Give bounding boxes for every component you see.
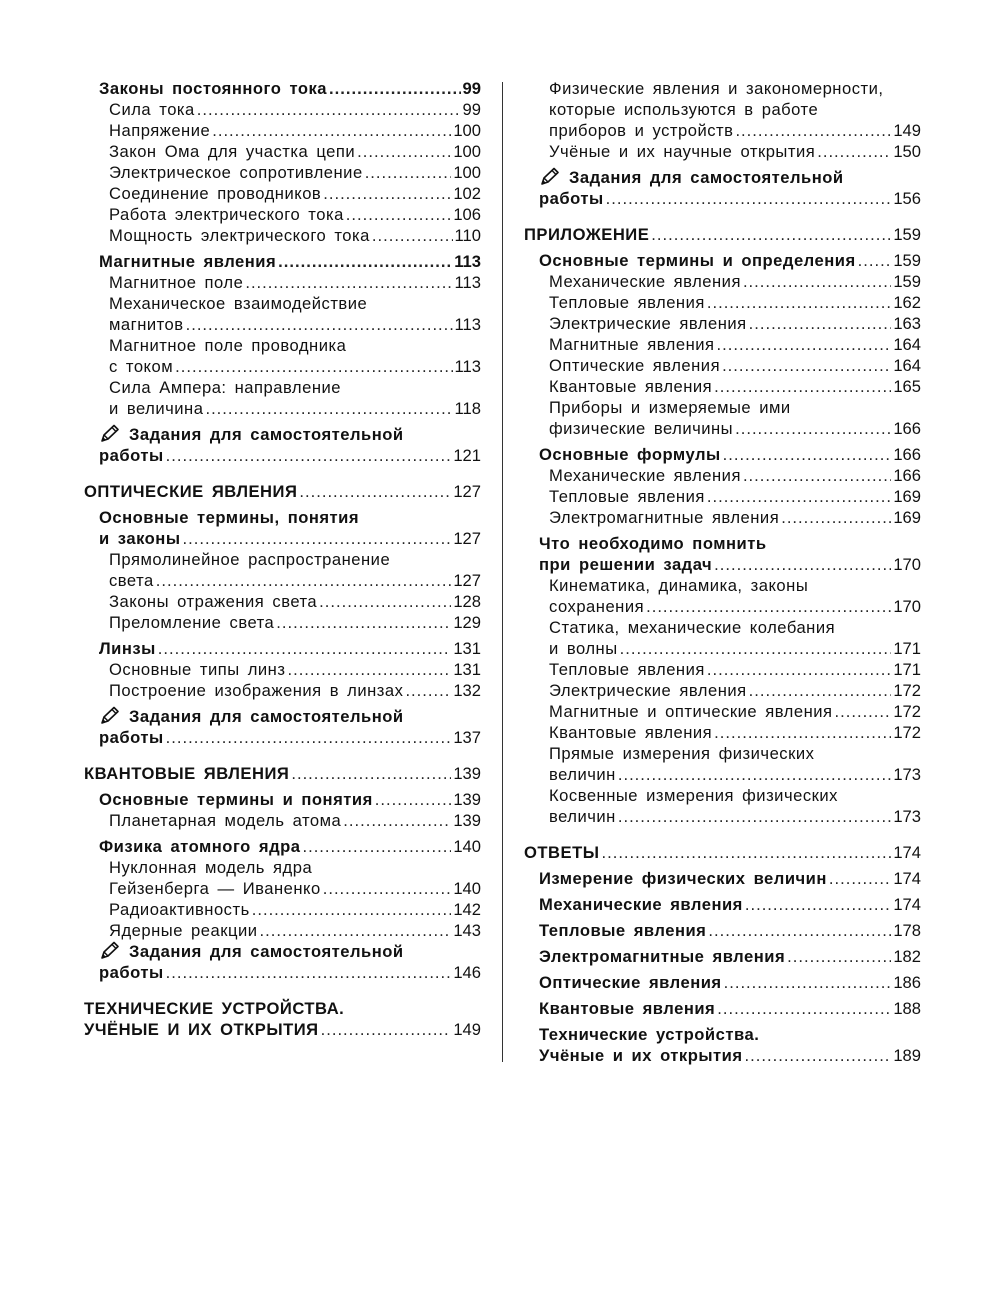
dot-leader	[749, 313, 892, 334]
toc-entry[interactable]: света ..... 127	[84, 570, 481, 591]
page-number: 113	[454, 273, 481, 292]
dot-leader	[651, 224, 891, 245]
page-number: 150	[893, 142, 921, 161]
toc-entry[interactable]: Планетарная модель атома ..... 139	[84, 810, 481, 831]
dot-leader	[618, 764, 891, 785]
toc-section[interactable]: ОТВЕТЫ ..... 174	[524, 842, 921, 863]
toc-entry[interactable]: Механические явления ..... 159	[524, 271, 921, 292]
toc-entry[interactable]: Законы отражения света ..... 128	[84, 591, 481, 612]
toc-entry[interactable]: работы ..... 146	[84, 962, 481, 983]
dot-leader	[166, 445, 452, 466]
page-number: 166	[893, 445, 921, 464]
toc-entry[interactable]: сохранения ..... 170	[524, 596, 921, 617]
page-number: 171	[893, 660, 921, 679]
dot-leader	[708, 920, 891, 941]
dot-leader	[166, 962, 452, 983]
toc-entry[interactable]: Магнитные явления ..... 164	[524, 334, 921, 355]
page-number: 127	[453, 571, 481, 590]
page-number: 102	[453, 184, 481, 203]
toc-entry-line: Основные термины, понятия	[99, 508, 360, 527]
dot-leader	[212, 120, 451, 141]
page-number: 140	[453, 837, 481, 856]
pencil-icon	[539, 167, 561, 187]
dot-leader	[346, 204, 452, 225]
dot-leader	[787, 946, 891, 967]
dot-leader	[745, 894, 891, 915]
page-number: 106	[453, 205, 481, 224]
dot-leader	[291, 763, 451, 784]
dot-leader	[835, 701, 892, 722]
dot-leader	[405, 680, 451, 701]
dot-leader	[278, 251, 452, 272]
toc-entry[interactable]: Магнитное поле ..... 113	[84, 272, 481, 293]
dot-leader	[276, 612, 451, 633]
dot-leader	[829, 868, 891, 889]
toc-entry[interactable]: Магнитные явления ..... 113	[84, 251, 481, 272]
page-number: 166	[893, 419, 921, 438]
toc-entry[interactable]: Преломление света ..... 129	[84, 612, 481, 633]
page-number: 127	[453, 529, 481, 548]
page-number: 174	[893, 895, 921, 914]
dot-leader	[606, 188, 892, 209]
page-number: 159	[893, 225, 921, 244]
toc-left-column	[84, 78, 481, 1040]
toc-entry-line: Задания для самостоятельной	[84, 941, 481, 962]
toc-entry-line: Сила Ампера: направление	[109, 378, 341, 397]
dot-leader	[743, 271, 891, 292]
toc-entry[interactable]: Радиоактивность ..... 142	[84, 899, 481, 920]
toc-entry[interactable]: Закон Ома для участка цепи ..... 100	[84, 141, 481, 162]
toc-entry[interactable]: Напряжение ..... 100	[84, 120, 481, 141]
page-number: 113	[454, 315, 481, 334]
dot-leader	[197, 99, 461, 120]
dot-leader	[707, 659, 891, 680]
toc-entry[interactable]: работы ..... 156	[524, 188, 921, 209]
toc-entry-line: Статика, механические колебания	[549, 618, 836, 637]
toc-entry[interactable]: Гейзенберга — Иваненко ..... 140	[84, 878, 481, 899]
dot-leader	[735, 120, 891, 141]
dot-leader	[646, 596, 891, 617]
dot-leader	[717, 998, 891, 1019]
toc-entry[interactable]: магнитов ..... 113	[84, 314, 481, 335]
dot-leader	[707, 486, 891, 507]
toc-entry[interactable]: Квантовые явления ..... 172	[524, 722, 921, 743]
page-number: 139	[453, 811, 481, 830]
dot-leader	[287, 659, 451, 680]
page-number: 149	[453, 1020, 481, 1039]
toc-entry-line: Нуклонная модель ядра	[109, 858, 313, 877]
page-number: 169	[893, 487, 921, 506]
toc-entry[interactable]: Электрические явления ..... 163	[524, 313, 921, 334]
page-number: 121	[453, 446, 481, 465]
toc-entry[interactable]: Квантовые явления ..... 188	[524, 998, 921, 1019]
dot-leader	[714, 554, 891, 575]
toc-section-line: ТЕХНИЧЕСКИЕ УСТРОЙСТВА.	[84, 999, 345, 1018]
dot-leader	[707, 292, 891, 313]
dot-leader	[722, 355, 891, 376]
page-number: 142	[453, 900, 481, 919]
toc-entry-line: Механическое взаимодействие	[109, 294, 368, 313]
dot-leader	[158, 638, 452, 659]
toc-entry[interactable]: приборов и устройств ..... 149	[524, 120, 921, 141]
toc-entry[interactable]: и волны ..... 171	[524, 638, 921, 659]
toc-entry[interactable]: Тепловые явления ..... 169	[524, 486, 921, 507]
page-number: 162	[893, 293, 921, 312]
page-number: 172	[893, 723, 921, 742]
dot-leader	[781, 507, 891, 528]
dot-leader	[372, 225, 453, 246]
page-number: 127	[453, 482, 481, 501]
page-number: 99	[462, 79, 481, 98]
dot-leader	[620, 638, 892, 659]
toc-entry[interactable]: физические величины ..... 166	[524, 418, 921, 439]
page-number: 166	[893, 466, 921, 485]
toc-entry[interactable]: работы ..... 137	[84, 727, 481, 748]
toc-entry-line: Магнитное поле проводника	[109, 336, 347, 355]
toc-entry[interactable]: Электрические явления ..... 172	[524, 680, 921, 701]
dot-leader	[724, 972, 892, 993]
dot-leader	[365, 162, 452, 183]
pencil-icon	[99, 706, 121, 726]
dot-leader	[186, 314, 453, 335]
toc-entry[interactable]: при решении задач ..... 170	[524, 554, 921, 575]
page-number: 170	[893, 555, 921, 574]
toc-entry-line: Технические устройства.	[539, 1025, 760, 1044]
toc-entry-line: Прямолинейное распространение	[109, 550, 391, 569]
page-number: 172	[893, 681, 921, 700]
toc-entry[interactable]: Механические явления ..... 174	[524, 894, 921, 915]
toc-entry[interactable]: Оптические явления ..... 164	[524, 355, 921, 376]
dot-leader	[735, 418, 891, 439]
page-number: 139	[453, 764, 481, 783]
dot-leader	[618, 806, 891, 827]
toc-entry[interactable]: Тепловые явления ..... 171	[524, 659, 921, 680]
dot-leader	[601, 842, 891, 863]
page-number: 113	[454, 357, 481, 376]
dot-leader	[205, 398, 452, 419]
toc-section[interactable]: УЧЁНЫЕ И ИХ ОТКРЫТИЯ ..... 149	[84, 1019, 481, 1040]
toc-entry[interactable]: Законы постоянного тока ..... 99	[84, 78, 481, 99]
toc-entry[interactable]: Учёные и их открытия ..... 189	[524, 1045, 921, 1066]
page-number: 172	[893, 702, 921, 721]
dot-leader	[323, 183, 451, 204]
toc-entry[interactable]: Сила тока ..... 99	[84, 99, 481, 120]
dot-leader	[319, 591, 451, 612]
page-number: 164	[893, 335, 921, 354]
toc-entry[interactable]: Тепловые явления ..... 162	[524, 292, 921, 313]
toc-entry-line: Косвенные измерения физических	[549, 786, 838, 805]
toc-entry-line: Задания для самостоятельной	[84, 706, 481, 727]
dot-leader	[749, 680, 892, 701]
page-number: 132	[453, 681, 481, 700]
dot-leader	[166, 727, 452, 748]
toc-entry[interactable]: и законы ..... 127	[84, 528, 481, 549]
page-number: 188	[893, 999, 921, 1018]
page-number: 140	[453, 879, 481, 898]
page-number: 131	[453, 639, 481, 658]
page-number: 156	[893, 189, 921, 208]
toc-entry[interactable]: Физика атомного ядра ..... 140	[84, 836, 481, 857]
dot-leader	[260, 920, 452, 941]
page-number: 189	[893, 1046, 921, 1065]
page-number: 170	[893, 597, 921, 616]
dot-leader	[714, 722, 891, 743]
page-number: 146	[453, 963, 481, 982]
toc-entry-line: Задания для самостоятельной	[524, 167, 921, 188]
dot-leader	[745, 1045, 892, 1066]
page-number: 178	[893, 921, 921, 940]
page-number: 137	[453, 728, 481, 747]
toc-entry[interactable]: Работа электрического тока ..... 106	[84, 204, 481, 225]
toc-right-column	[524, 78, 921, 1066]
page-number: 186	[893, 973, 921, 992]
dot-leader	[323, 878, 452, 899]
page-number: 149	[893, 121, 921, 140]
page-number: 113	[454, 252, 481, 271]
toc-entry[interactable]: Тепловые явления ..... 178	[524, 920, 921, 941]
dot-leader	[175, 356, 452, 377]
toc-entry[interactable]: Основные термины и определения ..... 159	[524, 250, 921, 271]
toc-entry[interactable]: Мощность электрического тока ..... 110	[84, 225, 481, 246]
toc-entry-line: Что необходимо помнить	[539, 534, 767, 553]
toc-entry[interactable]: и величина ..... 118	[84, 398, 481, 419]
toc-entry[interactable]: Учёные и их научные открытия ..... 150	[524, 141, 921, 162]
toc-entry-line: Кинематика, динамика, законы	[549, 576, 809, 595]
page-number: 171	[893, 639, 921, 658]
page-number: 118	[454, 399, 481, 418]
page-number: 129	[453, 613, 481, 632]
toc-entry-line: Задания для самостоятельной	[84, 424, 481, 445]
dot-leader	[714, 376, 891, 397]
toc-entry[interactable]: Основные термины и понятия ..... 139	[84, 789, 481, 810]
toc-entry[interactable]: Ядерные реакции ..... 143	[84, 920, 481, 941]
toc-entry[interactable]: Основные формулы ..... 166	[524, 444, 921, 465]
toc-entry[interactable]: Линзы ..... 131	[84, 638, 481, 659]
dot-leader	[329, 78, 461, 99]
dot-leader	[717, 334, 892, 355]
page-number: 165	[893, 377, 921, 396]
page-number: 100	[453, 163, 481, 182]
dot-leader	[858, 250, 892, 271]
toc-entry[interactable]: с током ..... 113	[84, 356, 481, 377]
dot-leader	[245, 272, 452, 293]
page-number: 131	[453, 660, 481, 679]
toc-entry-line: Физические явления и закономерности,	[549, 79, 884, 98]
dot-leader	[302, 836, 451, 857]
toc-entry[interactable]: Квантовые явления ..... 165	[524, 376, 921, 397]
toc-entry[interactable]: Измерение физических величин ..... 174	[524, 868, 921, 889]
page-number: 173	[893, 807, 921, 826]
dot-leader	[299, 481, 451, 502]
toc-entry[interactable]: Магнитные и оптические явления ..... 172	[524, 701, 921, 722]
page-number: 143	[453, 921, 481, 940]
pencil-icon	[99, 424, 121, 444]
toc-entry-line: которые используются в работе	[549, 100, 819, 119]
toc-section[interactable]: ОПТИЧЕСКИЕ ЯВЛЕНИЯ ..... 127	[84, 481, 481, 502]
dot-leader	[357, 141, 451, 162]
toc-entry-line: Приборы и измеряемые ими	[549, 398, 791, 417]
page-number: 100	[453, 142, 481, 161]
column-divider	[502, 82, 503, 1062]
toc-entry[interactable]: Электрическое сопротивление ..... 100	[84, 162, 481, 183]
toc-section[interactable]: ПРИЛОЖЕНИЕ ..... 159	[524, 224, 921, 245]
page-number: 110	[454, 226, 481, 245]
page-number: 159	[893, 272, 921, 291]
page-number: 173	[893, 765, 921, 784]
dot-leader	[375, 789, 452, 810]
page-number: 128	[453, 592, 481, 611]
page-number: 139	[453, 790, 481, 809]
page-number: 159	[893, 251, 921, 270]
dot-leader	[156, 570, 452, 591]
page-number: 169	[893, 508, 921, 527]
toc-entry-line: Прямые измерения физических	[549, 744, 815, 763]
toc-entry[interactable]: Электромагнитные явления ..... 182	[524, 946, 921, 967]
dot-leader	[723, 444, 892, 465]
page-number: 163	[893, 314, 921, 333]
page-number: 99	[462, 100, 481, 119]
page-number: 100	[453, 121, 481, 140]
dot-leader	[343, 810, 451, 831]
toc-entry[interactable]: величин ..... 173	[524, 764, 921, 785]
page-number: 164	[893, 356, 921, 375]
toc-entry[interactable]: Оптические явления ..... 186	[524, 972, 921, 993]
page-number: 182	[893, 947, 921, 966]
toc-entry[interactable]: Механические явления ..... 166	[524, 465, 921, 486]
toc-entry[interactable]: Построение изображения в линзах ..... 132	[84, 680, 481, 701]
toc-entry[interactable]: работы ..... 121	[84, 445, 481, 466]
pencil-icon	[99, 941, 121, 961]
page-number: 174	[893, 843, 921, 862]
dot-leader	[183, 528, 452, 549]
toc-entry[interactable]: Соединение проводников ..... 102	[84, 183, 481, 204]
dot-leader	[252, 899, 452, 920]
toc-entry[interactable]: Основные типы линз ..... 131	[84, 659, 481, 680]
dot-leader	[321, 1019, 452, 1040]
dot-leader	[743, 465, 891, 486]
toc-section[interactable]: КВАНТОВЫЕ ЯВЛЕНИЯ ..... 139	[84, 763, 481, 784]
toc-entry[interactable]: Электромагнитные явления ..... 169	[524, 507, 921, 528]
toc-entry[interactable]: величин ..... 173	[524, 806, 921, 827]
page-number: 174	[893, 869, 921, 888]
dot-leader	[817, 141, 891, 162]
